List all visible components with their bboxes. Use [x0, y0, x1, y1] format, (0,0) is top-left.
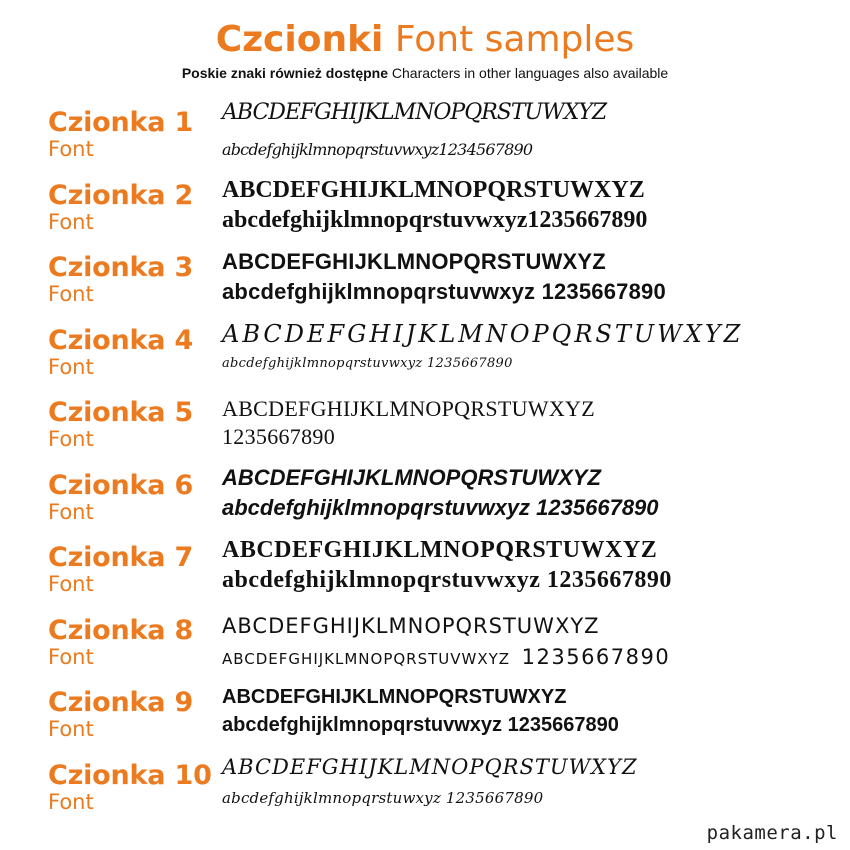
font-sub: Font	[48, 355, 94, 379]
subtitle-light: Characters in other languages also available	[391, 65, 669, 81]
font-sub: Font	[48, 137, 94, 161]
font-sample-upper: ABCDEFGHIJKLMNOPQRSTUWXYZ	[222, 465, 601, 490]
font-label	[48, 761, 212, 813]
font-sub: Font	[48, 282, 94, 306]
font-sample-upper: ABCDEFGHIJKLMNOPQRSTUWXYZ	[222, 100, 607, 125]
font-name: Czionka 5	[48, 397, 194, 428]
font-row-6	[0, 463, 850, 535]
title-bold: Czcionki	[215, 19, 384, 60]
font-sample-lower: abcdefghijklmnopqrstuwxyz 1235667890	[222, 789, 544, 807]
font-sample-lower	[222, 645, 670, 669]
font-sub: Font	[48, 790, 94, 814]
font-name: Czionka 10	[48, 760, 212, 791]
font-label	[48, 616, 193, 668]
font-row-10	[0, 753, 850, 825]
page-title	[0, 20, 850, 60]
font-name: Czionka 3	[48, 252, 194, 283]
font-sub: Font	[48, 645, 94, 669]
font-row-1	[0, 100, 850, 172]
font-sample-lower: abcdefghijklmnopqrstuvwxyz1234567890	[222, 140, 533, 159]
font-sample-upper: ABCDEFGHIJKLMNOPQRSTUWXYZ	[222, 249, 606, 274]
font-label	[48, 326, 193, 378]
font-label	[48, 543, 193, 595]
font-sample-upper: ABCDEFGHIJKLMNOPQRSTUWXYZ	[222, 320, 744, 348]
font-label	[48, 398, 193, 450]
font-sample-upper: ABCDEFGHIJKLMNOPQRSTUWXYZ	[222, 755, 638, 779]
watermark: pakamera.pl	[706, 822, 838, 844]
font-row-8	[0, 608, 850, 680]
font-sub: Font	[48, 572, 94, 596]
font-sample-lower: 1235667890	[222, 424, 335, 449]
font-label	[48, 181, 193, 233]
font-sub: Font	[48, 717, 94, 741]
font-sample-lower: abcdefghijklmnopqrstuvwxyz 1235667890	[222, 279, 666, 304]
font-row-9	[0, 680, 850, 752]
font-sample-upper: ABCDEFGHIJKLMNOPQRSTUWXYZ	[222, 177, 645, 203]
font-name: Czionka 2	[48, 180, 194, 211]
font-sample-lower: abcdefghijklmnopqrstuvwxyz 1235667890	[222, 495, 659, 520]
font-name: Czionka 7	[48, 542, 194, 573]
font-name: Czionka 1	[48, 107, 194, 138]
font-name: Czionka 4	[48, 325, 194, 356]
font-row-2	[0, 173, 850, 245]
page-subtitle	[0, 64, 850, 82]
font-sample-lower: abcdefghijklmnopqrstuvwxyz 1235667890	[222, 714, 619, 736]
font-sub: Font	[48, 500, 94, 524]
font-name: Czionka 9	[48, 687, 194, 718]
title-light: Font samples	[394, 19, 635, 60]
header	[0, 20, 850, 82]
font-row-5	[0, 390, 850, 462]
font-sample-lower-caps: ABCDEFGHIJKLMNOPQRSTUVWXYZ	[222, 650, 511, 668]
font-label	[48, 253, 193, 305]
font-sub: Font	[48, 427, 94, 451]
font-name: Czionka 8	[48, 615, 194, 646]
font-sample-upper: ABCDEFGHIJKLMNOPQRSTUWXYZ	[222, 537, 658, 563]
subtitle-bold: Poskie znaki również dostępne	[181, 65, 388, 81]
font-sample-upper: ABCDEFGHIJKLMNOPQRSTUWXYZ	[222, 686, 567, 708]
font-sample-digits: 1235667890	[521, 645, 671, 669]
font-row-4	[0, 318, 850, 390]
font-label	[48, 471, 193, 523]
font-sample-lower: abcdefghijklmnopqrstuvwxyz1235667890	[222, 207, 648, 233]
font-sub: Font	[48, 210, 94, 234]
font-sample-upper: ABCDEFGHIJKLMNOPQRSTUWXYZ	[222, 396, 595, 421]
font-sample-lower: abcdefghijklmnopqrstuvwxyz 1235667890	[222, 567, 672, 593]
font-name: Czionka 6	[48, 470, 194, 501]
font-row-3	[0, 245, 850, 317]
font-row-7	[0, 535, 850, 607]
font-label	[48, 108, 193, 160]
font-sample-lower: abcdefghijklmnopqrstuvwxyz 1235667890	[222, 356, 513, 371]
font-label	[48, 688, 193, 740]
font-sample-upper: ABCDEFGHIJKLMNOPQRSTUWXYZ	[222, 614, 600, 638]
